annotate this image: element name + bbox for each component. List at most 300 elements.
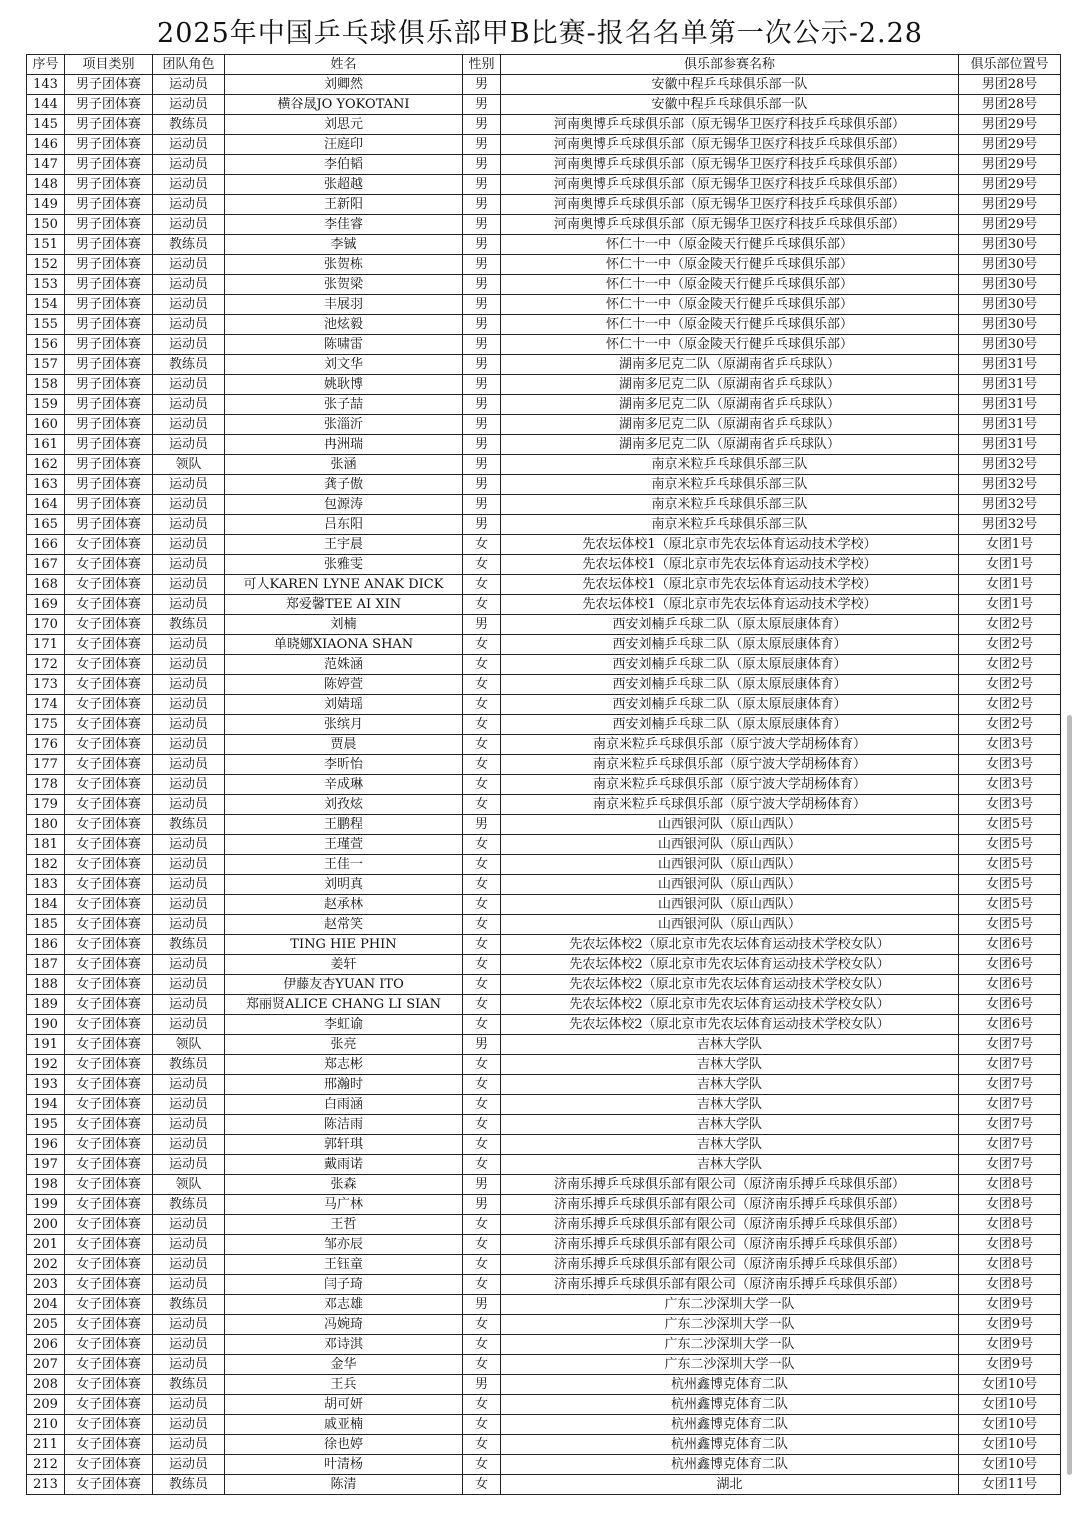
- cell-club-name: 湖南多尼克二队（原湖南省乒乓球队）: [501, 435, 959, 455]
- table-row: [27, 455, 1061, 475]
- cell-index: 194: [27, 1095, 65, 1115]
- table-row: [27, 635, 1061, 655]
- table-row: [27, 675, 1061, 695]
- cell-gender: 女: [463, 795, 501, 815]
- cell-index: 192: [27, 1055, 65, 1075]
- cell-team-role: 教练员: [153, 355, 225, 375]
- cell-club-position: 男团32号: [959, 455, 1061, 475]
- cell-club-name: 济南乐搏乒乓球俱乐部有限公司（原济南乐搏乒乓球俱乐部）: [501, 1255, 959, 1275]
- cell-index: 199: [27, 1195, 65, 1215]
- cell-club-position: 女团6号: [959, 975, 1061, 995]
- cell-event-category: 女子团体赛: [65, 835, 153, 855]
- cell-club-name: 杭州鑫博克体育二队: [501, 1375, 959, 1395]
- cell-gender: 男: [463, 115, 501, 135]
- cell-name: 张淄沂: [225, 415, 463, 435]
- cell-team-role: 运动员: [153, 495, 225, 515]
- cell-index: 186: [27, 935, 65, 955]
- cell-event-category: 女子团体赛: [65, 1435, 153, 1455]
- cell-index: 200: [27, 1215, 65, 1235]
- cell-index: 193: [27, 1075, 65, 1095]
- cell-team-role: 运动员: [153, 1135, 225, 1155]
- cell-index: 153: [27, 275, 65, 295]
- cell-team-role: 运动员: [153, 575, 225, 595]
- cell-club-name: 湖南多尼克二队（原湖南省乒乓球队）: [501, 355, 959, 375]
- table-row: [27, 975, 1061, 995]
- table-row: [27, 1055, 1061, 1075]
- cell-event-category: 女子团体赛: [65, 855, 153, 875]
- cell-gender: 女: [463, 635, 501, 655]
- cell-club-name: 先农坛体校1（原北京市先农坛体育运动技术学校）: [501, 535, 959, 555]
- cell-gender: 女: [463, 1415, 501, 1435]
- table-row: [27, 695, 1061, 715]
- cell-club-position: 女团11号: [959, 1475, 1061, 1495]
- cell-gender: 女: [463, 975, 501, 995]
- cell-club-name: 杭州鑫博克体育二队: [501, 1435, 959, 1455]
- cell-event-category: 男子团体赛: [65, 515, 153, 535]
- cell-club-position: 男团32号: [959, 495, 1061, 515]
- cell-event-category: 男子团体赛: [65, 115, 153, 135]
- cell-name: 王鹏程: [225, 815, 463, 835]
- cell-team-role: 运动员: [153, 75, 225, 95]
- table-row: [27, 835, 1061, 855]
- table-row: [27, 715, 1061, 735]
- cell-index: 168: [27, 575, 65, 595]
- cell-club-position: 女团1号: [959, 595, 1061, 615]
- cell-gender: 男: [463, 815, 501, 835]
- cell-gender: 女: [463, 895, 501, 915]
- cell-club-name: 湖南多尼克二队（原湖南省乒乓球队）: [501, 395, 959, 415]
- cell-name: 郭轩琪: [225, 1135, 463, 1155]
- cell-club-position: 女团1号: [959, 575, 1061, 595]
- cell-gender: 男: [463, 415, 501, 435]
- table-row: [27, 1275, 1061, 1295]
- cell-gender: 女: [463, 955, 501, 975]
- cell-team-role: 教练员: [153, 1375, 225, 1395]
- cell-name: 刘婧瑶: [225, 695, 463, 715]
- cell-event-category: 女子团体赛: [65, 715, 153, 735]
- cell-index: 213: [27, 1475, 65, 1495]
- cell-club-name: 西安刘楠乒乓球二队（原太原辰康体育）: [501, 675, 959, 695]
- table-row: [27, 1415, 1061, 1435]
- cell-club-position: 女团10号: [959, 1435, 1061, 1455]
- cell-club-position: 女团2号: [959, 695, 1061, 715]
- table-row: [27, 1135, 1061, 1155]
- cell-club-name: 吉林大学队: [501, 1095, 959, 1115]
- cell-team-role: 运动员: [153, 635, 225, 655]
- cell-club-name: 怀仁十一中（原金陵天行健乒乓球俱乐部）: [501, 275, 959, 295]
- table-row: [27, 755, 1061, 775]
- table-row: [27, 495, 1061, 515]
- cell-club-name: 先农坛体校1（原北京市先农坛体育运动技术学校）: [501, 555, 959, 575]
- cell-index: 177: [27, 755, 65, 775]
- table-row: [27, 575, 1061, 595]
- cell-name: 池炫毅: [225, 315, 463, 335]
- cell-gender: 女: [463, 775, 501, 795]
- cell-team-role: 运动员: [153, 1415, 225, 1435]
- cell-gender: 男: [463, 75, 501, 95]
- cell-club-name: 怀仁十一中（原金陵天行健乒乓球俱乐部）: [501, 335, 959, 355]
- cell-club-position: 女团5号: [959, 855, 1061, 875]
- cell-team-role: 运动员: [153, 515, 225, 535]
- cell-club-name: 南京米粒乒乓球俱乐部（原宁波大学胡杨体育）: [501, 735, 959, 755]
- table-row: [27, 595, 1061, 615]
- table-row: [27, 1455, 1061, 1475]
- table-row: [27, 195, 1061, 215]
- cell-club-position: 男团29号: [959, 155, 1061, 175]
- cell-team-role: 运动员: [153, 395, 225, 415]
- cell-club-position: 女团9号: [959, 1315, 1061, 1335]
- cell-gender: 女: [463, 675, 501, 695]
- cell-club-position: 女团5号: [959, 835, 1061, 855]
- cell-name: 陈洁雨: [225, 1115, 463, 1135]
- cell-club-position: 男团28号: [959, 75, 1061, 95]
- cell-team-role: 运动员: [153, 95, 225, 115]
- cell-team-role: 教练员: [153, 615, 225, 635]
- cell-club-name: 先农坛体校2（原北京市先农坛体育运动技术学校女队）: [501, 955, 959, 975]
- cell-name: 徐也婷: [225, 1435, 463, 1455]
- cell-name: 王宇晨: [225, 535, 463, 555]
- cell-club-name: 山西银河队（原山西队）: [501, 835, 959, 855]
- cell-team-role: 运动员: [153, 155, 225, 175]
- cell-club-position: 女团3号: [959, 795, 1061, 815]
- table-row: [27, 1355, 1061, 1375]
- cell-team-role: 教练员: [153, 935, 225, 955]
- cell-name: 贾晨: [225, 735, 463, 755]
- cell-index: 180: [27, 815, 65, 835]
- cell-team-role: 运动员: [153, 435, 225, 455]
- table-row: [27, 1035, 1061, 1055]
- cell-index: 163: [27, 475, 65, 495]
- cell-club-position: 男团30号: [959, 235, 1061, 255]
- cell-name: 张贺栋: [225, 255, 463, 275]
- cell-gender: 女: [463, 755, 501, 775]
- cell-name: 丰展羽: [225, 295, 463, 315]
- cell-gender: 女: [463, 1015, 501, 1035]
- table-row: [27, 315, 1061, 335]
- table-row: [27, 935, 1061, 955]
- cell-club-position: 女团8号: [959, 1275, 1061, 1295]
- cell-index: 150: [27, 215, 65, 235]
- cell-event-category: 女子团体赛: [65, 995, 153, 1015]
- cell-index: 189: [27, 995, 65, 1015]
- cell-gender: 女: [463, 1075, 501, 1095]
- cell-name: 辛成琳: [225, 775, 463, 795]
- cell-team-role: 教练员: [153, 115, 225, 135]
- cell-club-position: 女团1号: [959, 535, 1061, 555]
- cell-index: 158: [27, 375, 65, 395]
- table-body: [27, 75, 1061, 1495]
- cell-club-name: 河南奥博乒乓球俱乐部（原无锡华卫医疗科技乒乓球俱乐部）: [501, 115, 959, 135]
- table-row: [27, 1475, 1061, 1495]
- cell-name: 姚耿博: [225, 375, 463, 395]
- cell-gender: 男: [463, 375, 501, 395]
- table-row: [27, 435, 1061, 455]
- cell-club-name: 先农坛体校2（原北京市先农坛体育运动技术学校女队）: [501, 935, 959, 955]
- cell-event-category: 男子团体赛: [65, 215, 153, 235]
- cell-team-role: 运动员: [153, 135, 225, 155]
- cell-club-position: 女团2号: [959, 655, 1061, 675]
- cell-name: 王钰童: [225, 1255, 463, 1275]
- cell-event-category: 女子团体赛: [65, 1075, 153, 1095]
- cell-index: 209: [27, 1395, 65, 1415]
- cell-gender: 男: [463, 135, 501, 155]
- cell-index: 203: [27, 1275, 65, 1295]
- table-row: [27, 875, 1061, 895]
- cell-name: 张涵: [225, 455, 463, 475]
- cell-club-name: 广东二沙深圳大学一队: [501, 1355, 959, 1375]
- cell-gender: 女: [463, 575, 501, 595]
- cell-gender: 男: [463, 255, 501, 275]
- cell-club-position: 女团10号: [959, 1395, 1061, 1415]
- cell-event-category: 男子团体赛: [65, 95, 153, 115]
- cell-club-position: 女团3号: [959, 775, 1061, 795]
- cell-club-position: 女团7号: [959, 1155, 1061, 1175]
- cell-gender: 女: [463, 835, 501, 855]
- table-row: [27, 215, 1061, 235]
- cell-club-position: 女团7号: [959, 1055, 1061, 1075]
- cell-team-role: 运动员: [153, 1255, 225, 1275]
- cell-event-category: 女子团体赛: [65, 1375, 153, 1395]
- cell-event-category: 女子团体赛: [65, 1115, 153, 1135]
- table-row: [27, 1215, 1061, 1235]
- cell-event-category: 男子团体赛: [65, 455, 153, 475]
- cell-index: 212: [27, 1455, 65, 1475]
- table-row: [27, 255, 1061, 275]
- cell-event-category: 男子团体赛: [65, 275, 153, 295]
- cell-club-position: 女团6号: [959, 1015, 1061, 1035]
- header-gender: 性别: [463, 55, 501, 75]
- cell-name: 冉洲瑞: [225, 435, 463, 455]
- cell-club-name: 广东二沙深圳大学一队: [501, 1335, 959, 1355]
- table-row: [27, 855, 1061, 875]
- cell-club-name: 山西银河队（原山西队）: [501, 915, 959, 935]
- cell-club-position: 男团30号: [959, 335, 1061, 355]
- cell-index: 171: [27, 635, 65, 655]
- cell-name: 王兵: [225, 1375, 463, 1395]
- cell-team-role: 运动员: [153, 535, 225, 555]
- cell-name: 伊藤友杏YUAN ITO: [225, 975, 463, 995]
- cell-team-role: 运动员: [153, 1155, 225, 1175]
- cell-event-category: 男子团体赛: [65, 255, 153, 275]
- table-row: [27, 335, 1061, 355]
- table-header-row: [27, 55, 1061, 75]
- cell-gender: 女: [463, 1315, 501, 1335]
- table-row: [27, 735, 1061, 755]
- cell-club-name: 济南乐搏乒乓球俱乐部有限公司（原济南乐搏乒乓球俱乐部）: [501, 1235, 959, 1255]
- cell-club-name: 济南乐搏乒乓球俱乐部有限公司（原济南乐搏乒乓球俱乐部）: [501, 1175, 959, 1195]
- cell-club-position: 男团29号: [959, 215, 1061, 235]
- cell-event-category: 男子团体赛: [65, 295, 153, 315]
- cell-club-position: 男团30号: [959, 255, 1061, 275]
- cell-name: 王佳一: [225, 855, 463, 875]
- cell-gender: 女: [463, 535, 501, 555]
- cell-index: 201: [27, 1235, 65, 1255]
- cell-event-category: 女子团体赛: [65, 735, 153, 755]
- cell-club-name: 先农坛体校1（原北京市先农坛体育运动技术学校）: [501, 575, 959, 595]
- cell-event-category: 女子团体赛: [65, 595, 153, 615]
- cell-index: 146: [27, 135, 65, 155]
- cell-club-name: 河南奥博乒乓球俱乐部（原无锡华卫医疗科技乒乓球俱乐部）: [501, 195, 959, 215]
- cell-gender: 男: [463, 1035, 501, 1055]
- cell-club-position: 男团31号: [959, 355, 1061, 375]
- cell-club-position: 男团31号: [959, 435, 1061, 455]
- cell-name: 邓诗淇: [225, 1335, 463, 1355]
- cell-team-role: 运动员: [153, 475, 225, 495]
- cell-gender: 男: [463, 335, 501, 355]
- cell-club-position: 女团2号: [959, 715, 1061, 735]
- cell-team-role: 运动员: [153, 835, 225, 855]
- cell-index: 197: [27, 1155, 65, 1175]
- cell-gender: 女: [463, 935, 501, 955]
- cell-team-role: 运动员: [153, 695, 225, 715]
- cell-team-role: 运动员: [153, 315, 225, 335]
- cell-team-role: 教练员: [153, 1055, 225, 1075]
- table-row: [27, 1255, 1061, 1275]
- cell-name: 李伯韬: [225, 155, 463, 175]
- cell-name: 郑丽贤ALICE CHANG LI SIAN: [225, 995, 463, 1015]
- cell-name: TING HIE PHIN: [225, 935, 463, 955]
- cell-event-category: 男子团体赛: [65, 435, 153, 455]
- table-row: [27, 295, 1061, 315]
- cell-index: 155: [27, 315, 65, 335]
- cell-team-role: 运动员: [153, 975, 225, 995]
- table-row: [27, 1155, 1061, 1175]
- table-row: [27, 915, 1061, 935]
- cell-club-name: 湖北: [501, 1475, 959, 1495]
- cell-event-category: 女子团体赛: [65, 1055, 153, 1075]
- cell-event-category: 女子团体赛: [65, 1275, 153, 1295]
- cell-index: 156: [27, 335, 65, 355]
- vertical-scrollbar[interactable]: [1067, 715, 1072, 1475]
- table-row: [27, 275, 1061, 295]
- cell-team-role: 运动员: [153, 735, 225, 755]
- table-row: [27, 115, 1061, 135]
- cell-team-role: 运动员: [153, 1075, 225, 1095]
- cell-gender: 男: [463, 95, 501, 115]
- table-row: [27, 1235, 1061, 1255]
- cell-index: 147: [27, 155, 65, 175]
- cell-gender: 女: [463, 995, 501, 1015]
- cell-name: 龚子傲: [225, 475, 463, 495]
- cell-club-position: 女团9号: [959, 1335, 1061, 1355]
- table-row: [27, 1335, 1061, 1355]
- cell-index: 151: [27, 235, 65, 255]
- table-row: [27, 355, 1061, 375]
- cell-team-role: 运动员: [153, 855, 225, 875]
- cell-team-role: 运动员: [153, 255, 225, 275]
- cell-gender: 男: [463, 1175, 501, 1195]
- header-club-position: 俱乐部位置号: [959, 55, 1061, 75]
- cell-name: 刘孜炫: [225, 795, 463, 815]
- cell-event-category: 女子团体赛: [65, 635, 153, 655]
- cell-gender: 女: [463, 915, 501, 935]
- cell-name: 李佳睿: [225, 215, 463, 235]
- cell-club-position: 女团3号: [959, 735, 1061, 755]
- cell-team-role: 运动员: [153, 375, 225, 395]
- cell-gender: 男: [463, 315, 501, 335]
- table-row: [27, 995, 1061, 1015]
- cell-club-name: 怀仁十一中（原金陵天行健乒乓球俱乐部）: [501, 315, 959, 335]
- cell-event-category: 女子团体赛: [65, 1035, 153, 1055]
- cell-event-category: 女子团体赛: [65, 1015, 153, 1035]
- cell-event-category: 女子团体赛: [65, 695, 153, 715]
- cell-index: 148: [27, 175, 65, 195]
- cell-name: 马广林: [225, 1195, 463, 1215]
- cell-event-category: 女子团体赛: [65, 1395, 153, 1415]
- cell-index: 205: [27, 1315, 65, 1335]
- cell-gender: 女: [463, 715, 501, 735]
- cell-event-category: 女子团体赛: [65, 555, 153, 575]
- cell-club-position: 男团28号: [959, 95, 1061, 115]
- table-row: [27, 655, 1061, 675]
- cell-name: 张森: [225, 1175, 463, 1195]
- table-row: [27, 95, 1061, 115]
- cell-club-name: 西安刘楠乒乓球二队（原太原辰康体育）: [501, 655, 959, 675]
- cell-team-role: 运动员: [153, 415, 225, 435]
- cell-gender: 女: [463, 1135, 501, 1155]
- header-event-category: 项目类别: [65, 55, 153, 75]
- table-row: [27, 235, 1061, 255]
- table-row: [27, 1435, 1061, 1455]
- cell-club-name: 先农坛体校2（原北京市先农坛体育运动技术学校女队）: [501, 995, 959, 1015]
- cell-index: 183: [27, 875, 65, 895]
- cell-team-role: 教练员: [153, 1295, 225, 1315]
- cell-club-name: 南京米粒乒乓球俱乐部（原宁波大学胡杨体育）: [501, 775, 959, 795]
- cell-index: 202: [27, 1255, 65, 1275]
- cell-club-name: 先农坛体校1（原北京市先农坛体育运动技术学校）: [501, 595, 959, 615]
- cell-club-name: 山西银河队（原山西队）: [501, 855, 959, 875]
- table-row: [27, 1115, 1061, 1135]
- cell-team-role: 运动员: [153, 755, 225, 775]
- cell-team-role: 运动员: [153, 1015, 225, 1035]
- cell-team-role: 运动员: [153, 1335, 225, 1355]
- cell-gender: 女: [463, 695, 501, 715]
- cell-club-name: 吉林大学队: [501, 1115, 959, 1135]
- cell-club-position: 男团29号: [959, 195, 1061, 215]
- cell-club-position: 男团29号: [959, 135, 1061, 155]
- cell-index: 166: [27, 535, 65, 555]
- cell-gender: 女: [463, 1455, 501, 1475]
- cell-team-role: 运动员: [153, 775, 225, 795]
- cell-club-name: 山西银河队（原山西队）: [501, 815, 959, 835]
- cell-gender: 女: [463, 1475, 501, 1495]
- table-row: [27, 1375, 1061, 1395]
- cell-gender: 男: [463, 215, 501, 235]
- cell-gender: 男: [463, 435, 501, 455]
- cell-club-name: 安徽中程乒乓球俱乐部一队: [501, 75, 959, 95]
- header-name: 姓名: [225, 55, 463, 75]
- table-row: [27, 75, 1061, 95]
- cell-club-position: 女团2号: [959, 615, 1061, 635]
- table-row: [27, 895, 1061, 915]
- cell-name: 刘卿然: [225, 75, 463, 95]
- cell-name: 戴雨诺: [225, 1155, 463, 1175]
- cell-index: 195: [27, 1115, 65, 1135]
- cell-club-position: 男团32号: [959, 475, 1061, 495]
- table-row: [27, 1395, 1061, 1415]
- cell-gender: 女: [463, 655, 501, 675]
- cell-club-name: 济南乐搏乒乓球俱乐部有限公司（原济南乐搏乒乓球俱乐部）: [501, 1275, 959, 1295]
- cell-event-category: 女子团体赛: [65, 815, 153, 835]
- cell-gender: 女: [463, 1395, 501, 1415]
- cell-club-name: 吉林大学队: [501, 1155, 959, 1175]
- cell-index: 170: [27, 615, 65, 635]
- cell-gender: 女: [463, 735, 501, 755]
- cell-club-position: 女团3号: [959, 755, 1061, 775]
- cell-club-name: 吉林大学队: [501, 1135, 959, 1155]
- cell-club-position: 女团2号: [959, 635, 1061, 655]
- cell-club-position: 女团5号: [959, 915, 1061, 935]
